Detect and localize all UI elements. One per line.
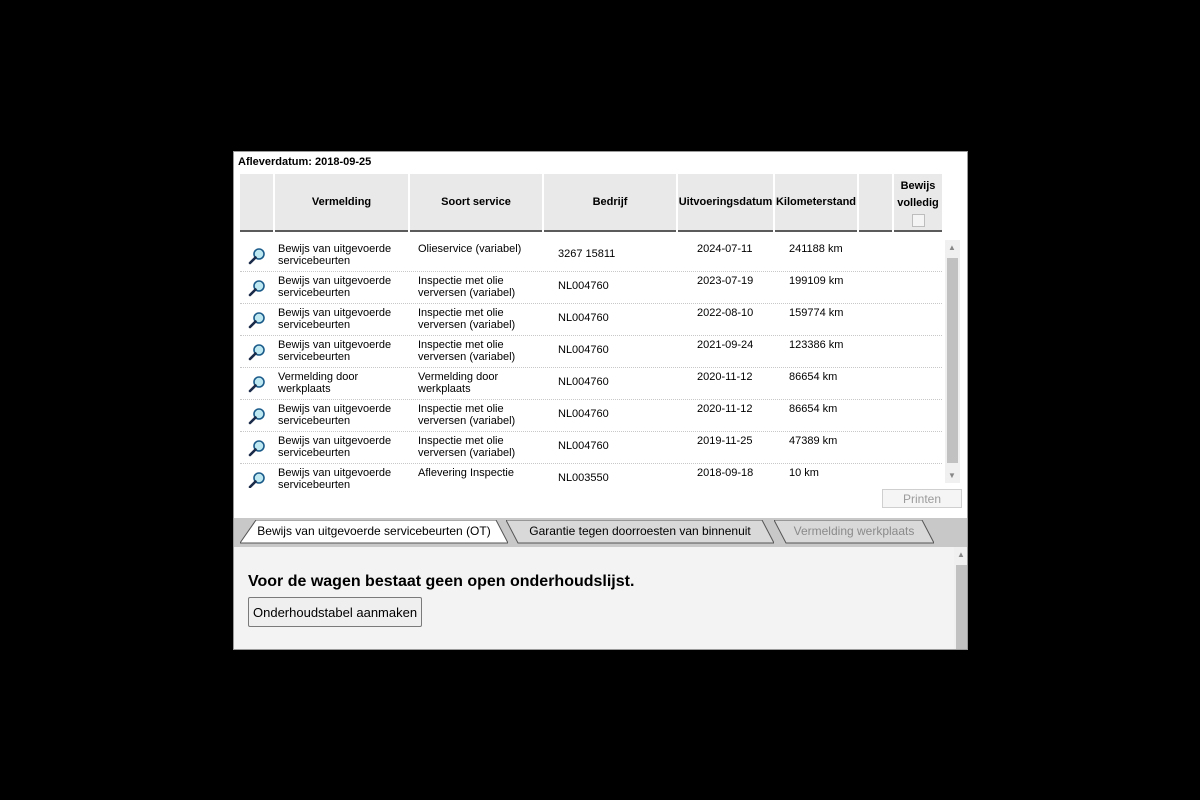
magnifier-icon[interactable] <box>248 407 266 425</box>
cell-soort-service: Olieservice (variabel) <box>418 243 522 255</box>
table-row[interactable] <box>240 400 942 432</box>
magnifier-icon[interactable] <box>248 439 266 457</box>
header-bewijs-line2: volledig <box>897 196 939 209</box>
header-vermelding[interactable]: Vermelding <box>275 174 408 232</box>
cell-uitvoeringsdatum: 2019-11-25 <box>697 435 753 447</box>
header-bewijs-line1: Bewijs <box>900 179 936 192</box>
cell-uitvoeringsdatum: 2018-09-18 <box>697 467 754 479</box>
cell-uitvoeringsdatum: 2020-11-12 <box>697 403 753 415</box>
magnifier-icon[interactable] <box>248 471 266 488</box>
cell-kilometerstand: 47389 km <box>789 435 838 447</box>
tab-strip <box>234 518 968 547</box>
magnifier-icon[interactable] <box>248 343 266 361</box>
afleverdatum-label: Afleverdatum: 2018-09-25 <box>238 156 372 168</box>
magnifier-icon[interactable] <box>248 279 266 297</box>
cell-uitvoeringsdatum: 2022-08-10 <box>697 307 754 319</box>
tab-ot-label: Bewijs van uitgevoerde servicebeurten (OT) <box>257 524 491 538</box>
magnifier-icon[interactable] <box>248 375 266 393</box>
cell-vermelding: Bewijs van uitgevoerde servicebeurten <box>278 307 392 331</box>
table-header <box>240 174 942 234</box>
maintenance-panel <box>234 547 954 650</box>
cell-vermelding: Bewijs van uitgevoerde servicebeurten <box>278 403 392 427</box>
cell-uitvoeringsdatum: 2021-09-24 <box>697 339 754 351</box>
cell-vermelding: Bewijs van uitgevoerde servicebeurten <box>278 435 392 459</box>
header-soort-service[interactable]: Soort service <box>410 174 542 232</box>
cell-kilometerstand: 123386 km <box>789 339 844 351</box>
cell-uitvoeringsdatum: 2020-11-12 <box>697 371 753 383</box>
cell-bedrijf: NL004760 <box>558 376 609 388</box>
table-row[interactable] <box>240 304 942 336</box>
cell-uitvoeringsdatum: 2023-07-19 <box>697 275 754 287</box>
cell-kilometerstand: 86654 km <box>789 403 838 415</box>
cell-vermelding: Bewijs van uitgevoerde servicebeurten <box>278 275 392 299</box>
create-maintenance-table-button[interactable]: Onderhoudstabel aanmaken <box>248 597 422 627</box>
cell-soort-service: Aflevering Inspectie <box>418 467 514 479</box>
cell-vermelding: Bewijs van uitgevoerde servicebeurten <box>278 243 392 267</box>
cell-bedrijf: NL004760 <box>558 408 609 420</box>
table-row[interactable] <box>240 240 942 272</box>
magnifier-icon[interactable] <box>248 311 266 329</box>
panel-scrollbar-thumb[interactable] <box>956 565 967 650</box>
table-row[interactable] <box>240 432 942 464</box>
table-row[interactable] <box>240 272 942 304</box>
header-bewijs-volledig <box>894 174 942 232</box>
header-uitvoeringsdatum[interactable]: Uitvoeringsdatum <box>678 174 773 232</box>
table-row[interactable] <box>240 464 942 488</box>
cell-vermelding: Bewijs van uitgevoerde servicebeurten <box>278 467 392 488</box>
tab-ot[interactable] <box>240 520 508 542</box>
cell-kilometerstand: 86654 km <box>789 371 838 383</box>
header-empty-column <box>859 174 892 232</box>
cell-soort-service: Inspectie met olie verversen (variabel) <box>418 403 516 427</box>
panel-scrollbar[interactable] <box>954 547 968 650</box>
cell-bedrijf: NL004760 <box>558 280 609 292</box>
cell-kilometerstand: 199109 km <box>789 275 844 287</box>
cell-bedrijf: NL003550 <box>558 472 609 484</box>
cell-uitvoeringsdatum: 2024-07-11 <box>697 243 753 255</box>
scroll-up-arrow-icon[interactable]: ▲ <box>948 243 956 252</box>
header-icon-column <box>240 174 273 232</box>
cell-kilometerstand: 10 km <box>789 467 819 479</box>
magnifier-icon[interactable] <box>248 247 266 265</box>
cell-vermelding: Vermelding door werkplaats <box>278 371 359 395</box>
cell-soort-service: Inspectie met olie verversen (variabel) <box>418 275 516 299</box>
scroll-down-arrow-icon[interactable]: ▼ <box>948 471 956 480</box>
no-maintenance-list-message: Voor de wagen bestaat geen open onderhoudslijst. <box>248 573 635 590</box>
header-bedrijf[interactable]: Bedrijf <box>544 174 676 232</box>
cell-soort-service: Inspectie met olie verversen (variabel) <box>418 339 516 363</box>
cell-bedrijf: NL004760 <box>558 440 609 452</box>
cell-bedrijf: NL004760 <box>558 312 609 324</box>
cell-kilometerstand: 159774 km <box>789 307 844 319</box>
service-history-window <box>233 151 968 650</box>
cell-bedrijf: NL004760 <box>558 344 609 356</box>
tab-garantie-label: Garantie tegen doorroesten van binnenuit <box>529 524 751 538</box>
tab-vermelding-werkplaats[interactable] <box>774 520 934 542</box>
table-row[interactable] <box>240 368 942 400</box>
cell-vermelding: Bewijs van uitgevoerde servicebeurten <box>278 339 392 363</box>
cell-soort-service: Inspectie met olie verversen (variabel) <box>418 435 516 459</box>
print-button[interactable]: Printen <box>882 489 962 508</box>
bewijs-volledig-checkbox[interactable] <box>912 214 925 227</box>
panel-scroll-up-arrow-icon[interactable]: ▲ <box>957 550 965 559</box>
header-kilometerstand[interactable]: Kilometerstand <box>775 174 857 232</box>
table-body <box>240 240 942 488</box>
tab-garantie[interactable] <box>506 520 774 542</box>
tab-werkplaats-label: Vermelding werkplaats <box>793 524 915 538</box>
scrollbar-thumb[interactable] <box>947 258 958 463</box>
cell-soort-service: Inspectie met olie verversen (variabel) <box>418 307 516 331</box>
cell-kilometerstand: 241188 km <box>789 243 843 255</box>
cell-soort-service: Vermelding door werkplaats <box>418 371 499 395</box>
table-scrollbar[interactable] <box>945 240 960 483</box>
table-row[interactable] <box>240 336 942 368</box>
cell-bedrijf: 3267 15811 <box>558 248 616 260</box>
